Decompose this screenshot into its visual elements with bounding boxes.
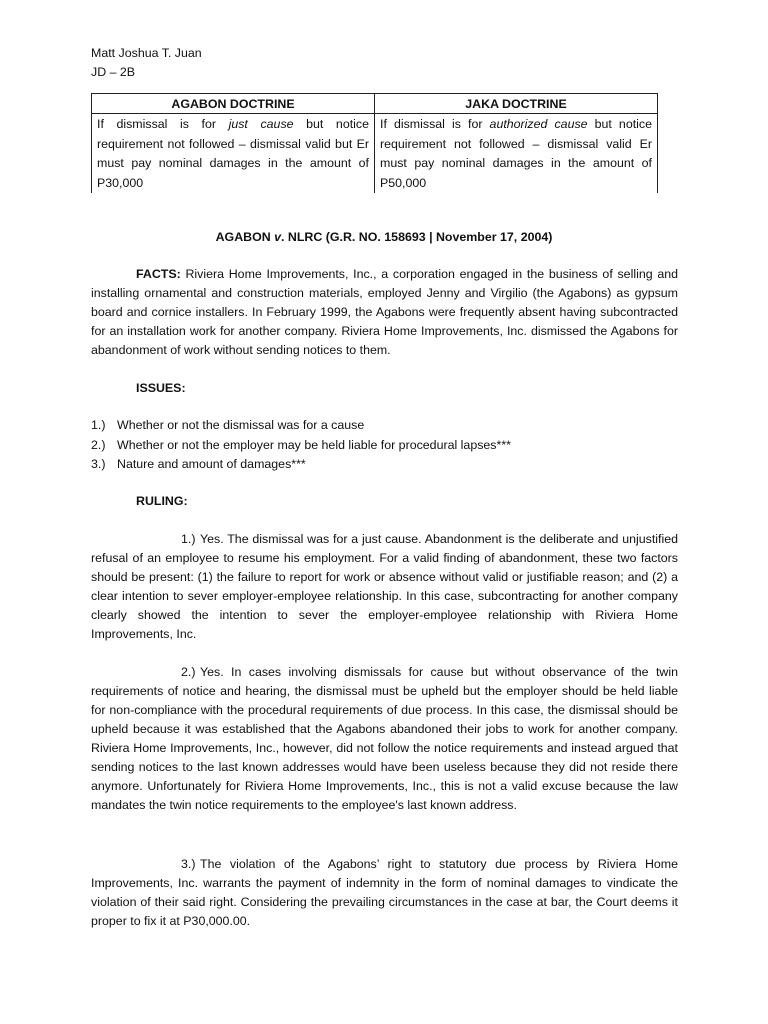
authorized-cause-emphasis: authorized cause — [489, 117, 588, 131]
table-header-row — [92, 94, 658, 114]
facts-label: FACTS: — [136, 267, 181, 281]
table-row — [92, 114, 658, 194]
case-title: AGABON v. NLRC (G.R. NO. 158693 | November 17, 2004) — [215, 230, 553, 244]
jaka-doctrine-cell: If dismissal is for authorized cause but notice requirement not followed – dismissal valid Er must pay nominal damages in the amount of P50,000 — [375, 114, 658, 194]
ruling-label: RULING: — [136, 494, 188, 508]
jaka-doctrine-header: JAKA DOCTRINE — [375, 94, 658, 114]
issues-label: ISSUES: — [136, 381, 186, 395]
just-cause-emphasis: just cause — [228, 117, 294, 131]
class-label: JD – 2B — [91, 65, 136, 79]
document-header — [91, 44, 202, 82]
agabon-doctrine-header: AGABON DOCTRINE — [92, 94, 375, 114]
ruling-item-3: 3.) The violation of the Agabons’ right to statutory due process by Riviera Home Improvements, Inc. warrants the payment of indemnity in the form of nominal damages to vindicate the violation of their said right. Considering the prevailing circumstances in the case at bar, the Court deems it proper to fix it at P30,000.00. — [91, 857, 678, 928]
agabon-doctrine-cell: If dismissal is for just cause but notice requirement not followed – dismissal valid but Er must pay nominal damages in the amount of P30,000 — [92, 114, 375, 194]
list-item: 1.) Whether or not the dismissal was for a cause — [91, 418, 365, 432]
issues-list — [91, 416, 511, 475]
facts-section — [91, 265, 678, 360]
ruling-item-1: 1.) Yes. The dismissal was for a just cause. Abandonment is the deliberate and unjustified refusal of an employee to resume his employment. For a valid finding of abandonment, these two factors should be present: (1) the failure to report for work or absence without valid or justifiable reason; and (2) a clear intention to sever employer-employee relationship. In this case, subcontracting for another company clearly showed the intention to sever the employer-employee relationship with Riviera Home Improvements, Inc. — [91, 532, 678, 641]
list-item: 2.) Whether or not the employer may be held liable for procedural lapses*** — [91, 437, 511, 452]
author-name: Matt Joshua T. Juan — [91, 46, 202, 60]
doctrine-comparison-table — [91, 93, 658, 193]
list-item: 3.) Nature and amount of damages*** — [91, 457, 306, 471]
facts-text: Riviera Home Improvements, Inc., a corporation engaged in the business of selling and installing ornamental and construction materials, employed Jenny and Virgilio (the Agabons) as gypsum board and cornice installers. In February 1999, the Agabons were frequently absent having subcontracted for an installation work for another company. Riviera Home Improvements, Inc. dismissed the Agabons for abandonment of work without sending notices to them. — [91, 267, 678, 357]
ruling-item-2: 2.) Yes. In cases involving dismissals for cause but without observance of the twin requirements of notice and hearing, the dismissal must be upheld but the employer should be held liable for non-compliance with the procedural requirements of due process. In this case, the dismissal should be upheld because it was established that the Agabons abandoned their jobs to work for another company. Riviera Home Improvements, Inc., however, did not follow the notice requirements and instead argued that sending notices to the last known addresses would have been useless because they did not reside there anymore. Unfortunately for Riviera Home Improvements, Inc., this is not a valid excuse because the law mandates the twin notice requirements to the employee's last known address. — [91, 665, 678, 812]
